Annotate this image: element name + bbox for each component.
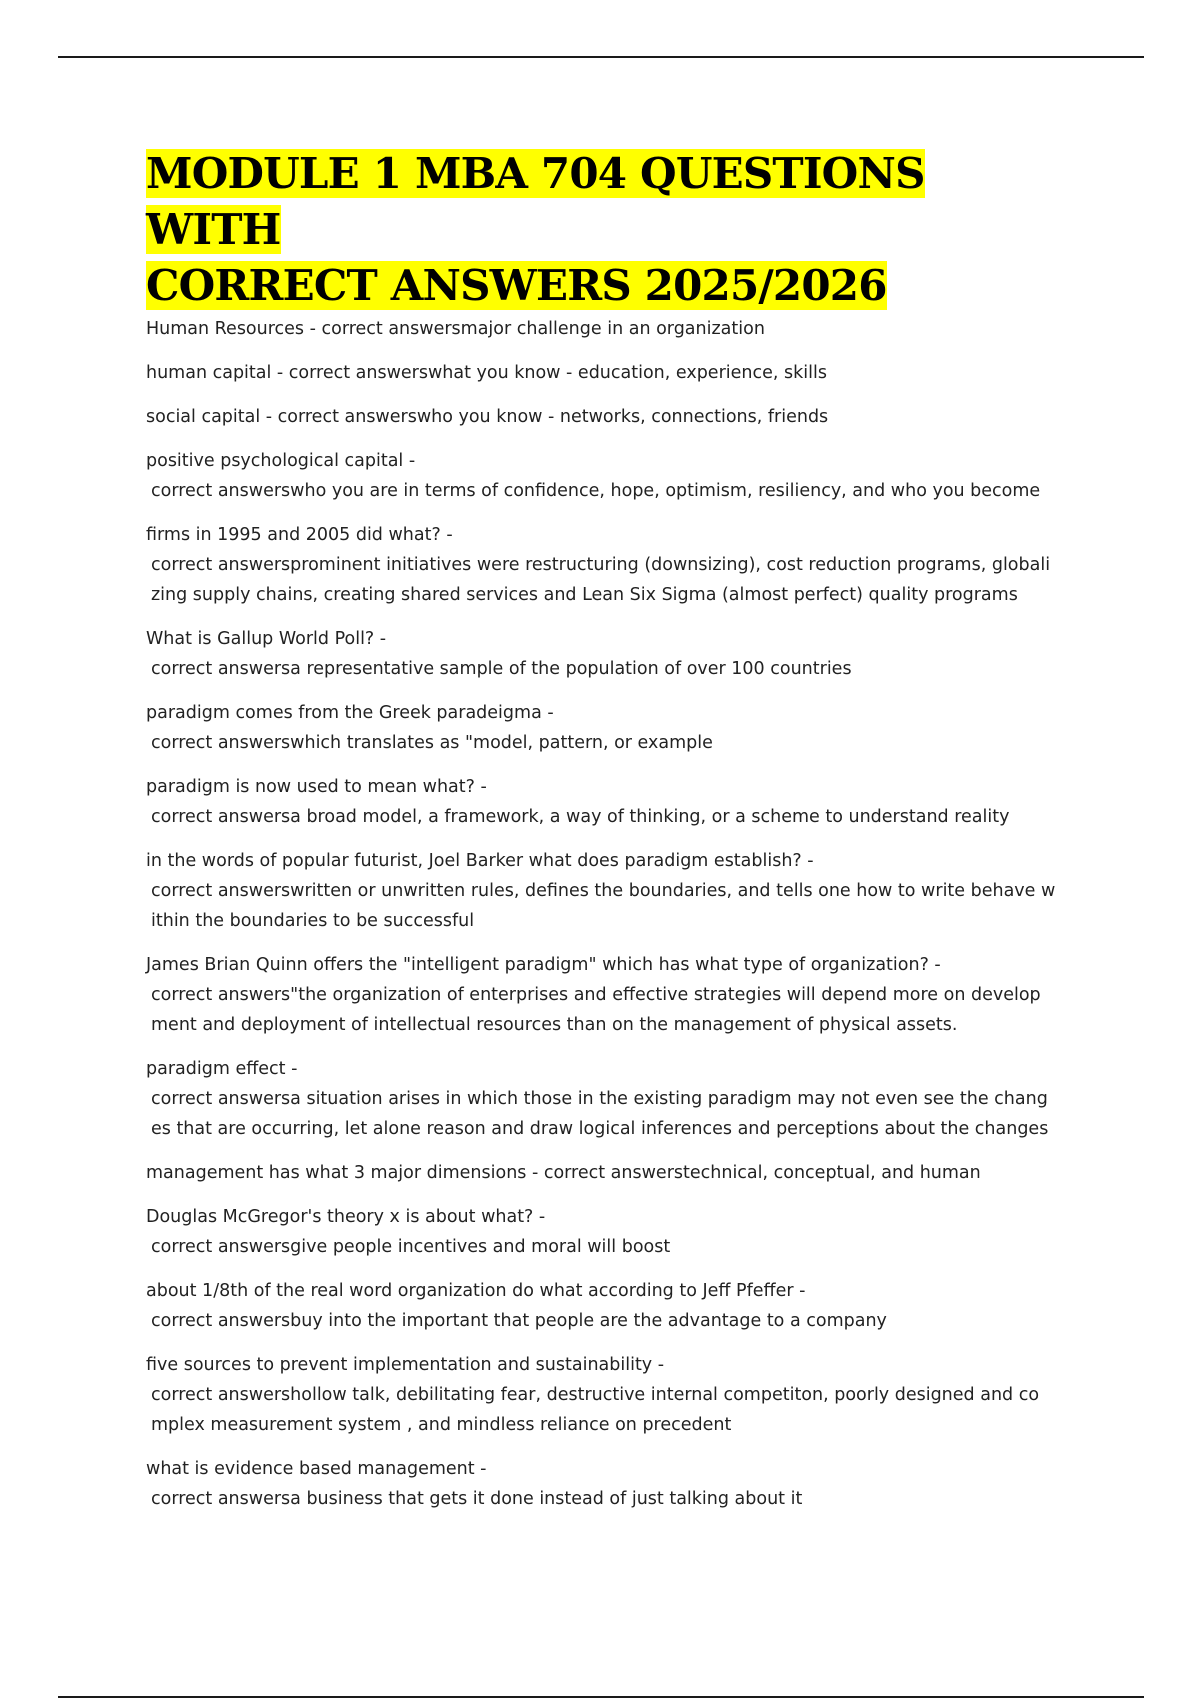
qa-item: [146, 846, 1056, 936]
question-text: about 1/8th of the real word organization do what according to Jeff Pfeffer -: [146, 1281, 806, 1301]
document-title: [146, 146, 1056, 314]
question-text: Human Resources - correct answersmajor challenge in an organization: [146, 319, 765, 339]
answer-text: correct answersa situation arises in which those in the existing paradigm may not even see the changes that are occurring, let alone reason and draw logical inferences and perceptions about the changes: [151, 1089, 1049, 1139]
answer-text: correct answersbuy into the important that people are the advantage to a company: [151, 1311, 887, 1331]
question-text: paradigm effect -: [146, 1059, 298, 1079]
answer-text: correct answers"the organization of enterprises and effective strategies will depend more on development and deployment of intellectual resources than on the management of physical assets.: [151, 985, 1041, 1035]
qa-item: [146, 624, 1056, 684]
question-text: James Brian Quinn offers the "intelligent paradigm" which has what type of organization? -: [146, 955, 941, 975]
question-text: paradigm is now used to mean what? -: [146, 777, 487, 797]
qa-item: [146, 402, 1056, 432]
answer-text: correct answerswhich translates as "model, pattern, or example: [151, 733, 713, 753]
answer-text: correct answersprominent initiatives were restructuring (downsizing), cost reduction programs, globalizing supply chains, creating shared services and Lean Six Sigma (almost perfect) quality programs: [151, 555, 1051, 605]
qa-item: [146, 520, 1056, 610]
qa-item: [146, 1158, 1056, 1188]
qa-item: [146, 1276, 1056, 1336]
qa-item: [146, 698, 1056, 758]
qa-item: [146, 772, 1056, 832]
answer-text: correct answersgive people incentives and moral will boost: [151, 1237, 671, 1257]
question-text: management has what 3 major dimensions - correct answerstechnical, conceptual, and human: [146, 1163, 981, 1183]
qa-item: [146, 950, 1056, 1040]
answer-text: correct answerswho you are in terms of confidence, hope, optimism, resiliency, and who you become: [151, 481, 1041, 501]
title-line-2: CORRECT ANSWERS 2025/2026: [146, 261, 887, 310]
qa-item: [146, 1054, 1056, 1144]
question-text: positive psychological capital -: [146, 451, 416, 471]
question-text: social capital - correct answerswho you know - networks, connections, friends: [146, 407, 829, 427]
question-text: five sources to prevent implementation and sustainability -: [146, 1355, 665, 1375]
qa-item: [146, 358, 1056, 388]
title-line-1: MODULE 1 MBA 704 QUESTIONS WITH: [146, 149, 925, 254]
question-text: paradigm comes from the Greek paradeigma -: [146, 703, 554, 723]
document-body: [146, 146, 1056, 1528]
question-text: What is Gallup World Poll? -: [146, 629, 387, 649]
answer-text: correct answersa broad model, a framework, a way of thinking, or a scheme to understand reality: [151, 807, 1010, 827]
answer-text: correct answersa business that gets it done instead of just talking about it: [151, 1489, 803, 1509]
question-text: firms in 1995 and 2005 did what? -: [146, 525, 453, 545]
qa-item: [146, 446, 1056, 506]
question-text: Douglas McGregor's theory x is about what? -: [146, 1207, 546, 1227]
bottom-rule: [58, 1696, 1144, 1698]
qa-item: [146, 1202, 1056, 1262]
qa-item: [146, 1350, 1056, 1440]
qa-item: [146, 1454, 1056, 1514]
question-text: human capital - correct answerswhat you know - education, experience, skills: [146, 363, 827, 383]
answer-text: correct answershollow talk, debilitating fear, destructive internal competiton, poorly designed and complex measurement system , and mindless reliance on precedent: [151, 1385, 1040, 1435]
question-text: what is evidence based management -: [146, 1459, 487, 1479]
qa-item: [146, 314, 1056, 344]
answer-text: correct answersa representative sample of the population of over 100 countries: [151, 659, 852, 679]
question-text: in the words of popular futurist, Joel Barker what does paradigm establish? -: [146, 851, 814, 871]
top-rule: [58, 56, 1144, 58]
answer-text: correct answerswritten or unwritten rules, defines the boundaries, and tells one how to write behave within the boundaries to be successful: [151, 881, 1056, 931]
